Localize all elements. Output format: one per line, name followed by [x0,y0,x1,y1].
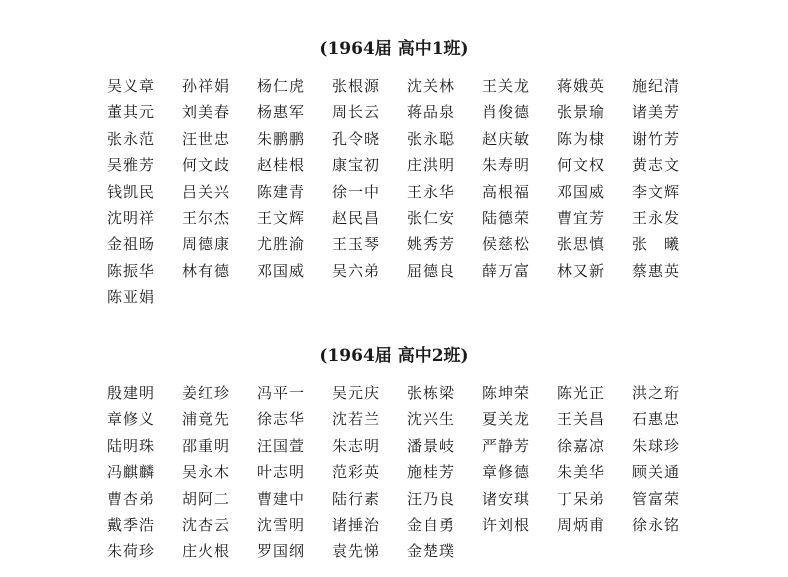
student-name: 侯慈松 [482,235,531,254]
student-name: 汪国萱 [257,436,306,455]
student-name: 诸安琪 [482,489,531,508]
student-name: 王尔杰 [182,208,231,227]
student-name: 陆德荣 [482,208,531,227]
student-name: 王文辉 [257,208,306,227]
student-name: 朱球珍 [632,436,681,455]
student-name: 洪之珩 [632,384,681,402]
student-name: 陆明珠 [107,436,156,455]
student-name: 张栋梁 [407,384,456,402]
student-name: 刘美春 [182,103,231,122]
student-name: 汪乃良 [407,489,456,508]
student-name: 高根福 [482,182,531,201]
student-name: 杨惠军 [257,103,306,122]
student-name: 杨仁虎 [257,77,306,95]
student-name: 董其元 [107,103,156,122]
student-name: 诸捶治 [332,515,381,534]
student-name: 浦竟先 [182,410,231,429]
student-name: 张景瑜 [557,103,606,122]
student-name: 王玉琴 [332,235,381,254]
student-name: 林又新 [557,261,606,280]
student-name: 吴六弟 [332,261,381,280]
student-name: 孔令晓 [332,129,381,148]
student-name: 蒋娥英 [557,77,606,95]
student-name: 徐一中 [332,182,381,201]
student-name: 施桂芳 [407,463,456,482]
student-name: 朱志明 [332,436,381,455]
student-name: 姚秀芳 [407,235,456,254]
student-name: 林有德 [182,261,231,280]
student-name: 肖俊德 [482,103,531,122]
student-name: 丁呆弟 [557,489,606,508]
student-name: 胡阿二 [182,489,231,508]
student-name: 严静芳 [482,436,531,455]
student-name: 赵民昌 [332,208,381,227]
student-name: 吴义章 [107,77,156,95]
student-name: 陆行素 [332,489,381,508]
student-name: 周长云 [332,103,381,122]
student-name: 蒋品泉 [407,103,456,122]
student-name: 康宝初 [332,156,381,175]
student-name: 吴元庆 [332,384,381,402]
student-name: 金楚璞 [407,542,456,561]
student-name: 徐志华 [257,410,306,429]
student-name: 陈光正 [557,384,606,402]
student-name: 张根源 [332,77,381,95]
student-name: 曹杏弟 [107,489,156,508]
student-name: 潘景岐 [407,436,456,455]
student-name: 孙祥娟 [182,77,231,95]
student-name: 朱荷珍 [107,542,156,561]
student-name: 姜红珍 [182,384,231,402]
student-name: 叶志明 [257,463,306,482]
student-name: 朱鹏鹏 [257,129,306,148]
student-name: 金祖旸 [107,235,156,254]
student-name: 赵桂根 [257,156,306,175]
class-2-title: (1964届 高中2班) [319,346,469,366]
student-name: 朱美华 [557,463,606,482]
student-name: 陈亚娟 [107,288,156,307]
student-name: 王关龙 [482,77,531,95]
student-name: 薛万富 [482,261,531,280]
student-name: 章修义 [107,410,156,429]
student-name: 陈建青 [257,182,306,201]
student-name: 王永华 [407,182,456,201]
student-name: 王永发 [632,208,681,227]
student-name: 吴永木 [182,463,231,482]
student-name: 冯麒麟 [107,463,156,482]
student-name: 陈振华 [107,261,156,280]
class-1-name-grid [107,73,707,311]
student-name: 钱凯民 [107,182,156,201]
student-name: 徐永铭 [632,515,681,534]
student-name: 屈德良 [407,261,456,280]
student-name: 谢竹芳 [632,129,681,148]
student-name: 顾关通 [632,463,681,482]
student-name: 沈兴生 [407,410,456,429]
student-name: 何文歧 [182,156,231,175]
student-name: 黄志文 [632,156,681,175]
student-name: 何文权 [557,156,606,175]
student-name: 李文辉 [632,182,681,201]
student-name: 庄火根 [182,542,231,561]
student-name: 张永范 [107,129,156,148]
student-name: 袁先悌 [332,542,381,561]
class-2-name-grid [107,380,707,565]
student-name: 戴季浩 [107,515,156,534]
student-name: 蔡惠英 [632,261,681,280]
student-name: 管富荣 [632,489,681,508]
student-name: 沈若兰 [332,410,381,429]
student-name: 吴雅芳 [107,156,156,175]
student-name: 邓国威 [257,261,306,280]
student-name: 周德康 [182,235,231,254]
student-name: 张思慎 [557,235,606,254]
student-name: 范彩英 [332,463,381,482]
student-name: 夏关龙 [482,410,531,429]
student-name: 章修德 [482,463,531,482]
student-name: 殷建明 [107,384,156,402]
student-name: 沈明祥 [107,208,156,227]
student-name: 诸美芳 [632,103,681,122]
student-name: 尤胜渝 [257,235,306,254]
student-name: 张仁安 [407,208,456,227]
student-name: 罗国纲 [257,542,306,561]
student-name: 沈雪明 [257,515,306,534]
student-name: 赵庆敏 [482,129,531,148]
student-name: 陈坤荣 [482,384,531,402]
student-name: 周炳甫 [557,515,606,534]
student-name: 庄洪明 [407,156,456,175]
student-name: 陈为棣 [557,129,606,148]
student-name: 许刘根 [482,515,531,534]
student-name: 施纪清 [632,77,681,95]
student-name: 曹建中 [257,489,306,508]
student-name: 汪世忠 [182,129,231,148]
student-name: 张 曦 [632,235,681,254]
student-name: 徐嘉凉 [557,436,606,455]
student-name: 邵重明 [182,436,231,455]
student-name: 邓国威 [557,182,606,201]
student-name: 吕关兴 [182,182,231,201]
student-name: 冯平一 [257,384,306,402]
student-name: 沈关林 [407,77,456,95]
class-1-title: (1964届 高中1班) [319,39,469,59]
student-name: 张永聪 [407,129,456,148]
student-name: 金自勇 [407,515,456,534]
student-name: 朱寿明 [482,156,531,175]
student-name: 曹宜芳 [557,208,606,227]
student-name: 石惠忠 [632,410,681,429]
student-name: 王关昌 [557,410,606,429]
student-name: 沈杏云 [182,515,231,534]
